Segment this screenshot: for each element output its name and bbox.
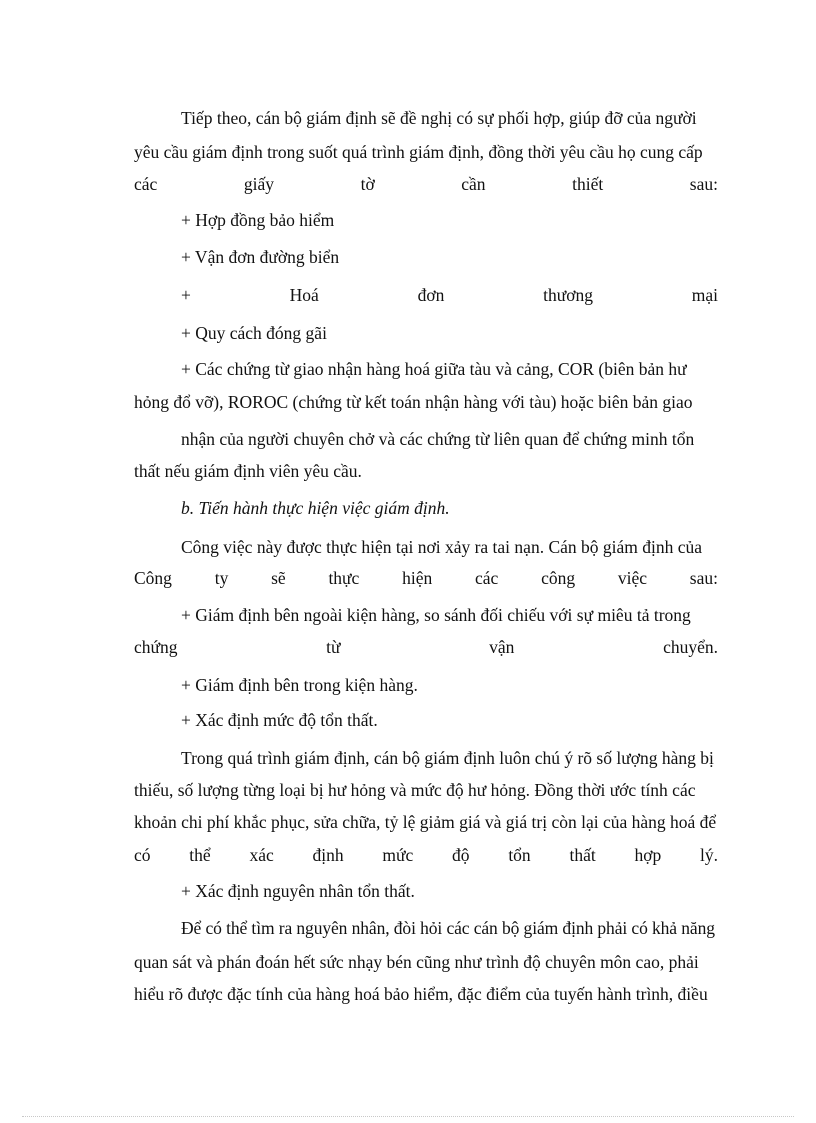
word: có [134,845,151,865]
paragraph-line: Trong quá trình giám định, cán bộ giám định luôn chú ý rõ số lượng hàng bị [181,748,714,768]
paragraph-line: Tiếp theo, cán bộ giám định sẽ đề nghị có sự phối hợp, giúp đỡ của người [181,108,697,128]
word: sẽ [271,568,286,588]
list-item: + Vận đơn đường biển [181,247,340,267]
word: thương [543,285,593,305]
word: lý. [700,845,718,865]
paragraph-line: Để có thể tìm ra nguyên nhân, đòi hỏi các cán bộ giám định phải có khả năng [181,918,715,938]
list-item: + Xác định mức độ tổn thất. [181,710,378,730]
word: việc [617,568,648,588]
justified-line [134,566,718,590]
paragraph-line: nhận của người chuyên chở và các chứng từ liên quan để chứng minh tổn [181,429,695,449]
word: các [134,174,158,194]
list-item: + Giám định bên ngoài kiện hàng, so sánh đối chiếu với sự miêu tả trong [181,605,691,625]
paragraph-line: khoản chi phí khắc phục, sửa chữa, tỷ lệ giảm giá và giá trị còn lại của hàng hoá để [134,812,717,832]
justified-line [181,283,718,307]
word: độ [452,845,470,865]
paragraph-line: hỏng đổ vỡ), ROROC (chứng từ kết toán nhận hàng với tàu) hoặc biên bản giao [134,392,693,412]
word: các [474,568,499,588]
word: thất [569,845,596,865]
word: chứng [134,637,178,657]
word: giấy [243,174,275,194]
paragraph-line: thất nếu giám định viên yêu cầu. [134,461,362,481]
word: hiện [402,568,433,588]
word: thể [189,845,211,865]
list-item: + Hợp đồng bảo hiểm [181,210,335,230]
word: chuyển. [663,637,718,657]
paragraph-line: quan sát và phán đoán hết sức nhạy bén cũng như trình độ chuyên môn cao, phải [134,952,699,972]
section-heading: b. Tiến hành thực hiện việc giám định. [181,498,450,518]
paragraph-line: thiếu, số lượng từng loại bị hư hỏng và mức độ hư hỏng. Đồng thời ước tính các [134,780,696,800]
paragraph-line: yêu cầu giám định trong suốt quá trình giám định, đồng thời yêu cầu họ cung cấp [134,142,703,162]
word: sau: [689,174,718,194]
justified-line [134,843,718,867]
word: công [541,568,576,588]
list-item: + Giám định bên trong kiện hàng. [181,675,418,695]
word: ty [214,568,229,588]
paragraph-line: hiểu rõ được đặc tính của hàng hoá bảo hiểm, đặc điểm của tuyến hành trình, điều [134,984,708,1004]
word: cần [461,174,486,194]
list-item: + Xác định nguyên nhân tổn thất. [181,881,415,901]
word: thiết [572,174,604,194]
word: sau: [689,568,718,588]
word: Công [134,568,172,588]
word: định [312,845,344,865]
page-bottom-rule [22,1116,794,1117]
list-item: + Các chứng từ giao nhận hàng hoá giữa tàu và cảng, COR (biên bản hư [181,359,687,379]
word: Hoá [289,285,319,305]
word: hợp [634,845,662,865]
word: từ [326,637,341,657]
word: tổn [508,845,531,865]
word: tờ [360,174,375,194]
paragraph-line: Công việc này được thực hiện tại nơi xảy ra tai nạn. Cán bộ giám định của [181,537,703,557]
word: + [181,285,191,305]
list-item: + Quy cách đóng gãi [181,323,327,343]
word: mức [382,845,414,865]
justified-line [134,635,718,659]
word: thực [328,568,360,588]
word: xác [249,845,274,865]
justified-line [134,172,718,196]
word: mại [691,285,718,305]
word: vận [489,637,515,657]
word: đơn [417,285,445,305]
